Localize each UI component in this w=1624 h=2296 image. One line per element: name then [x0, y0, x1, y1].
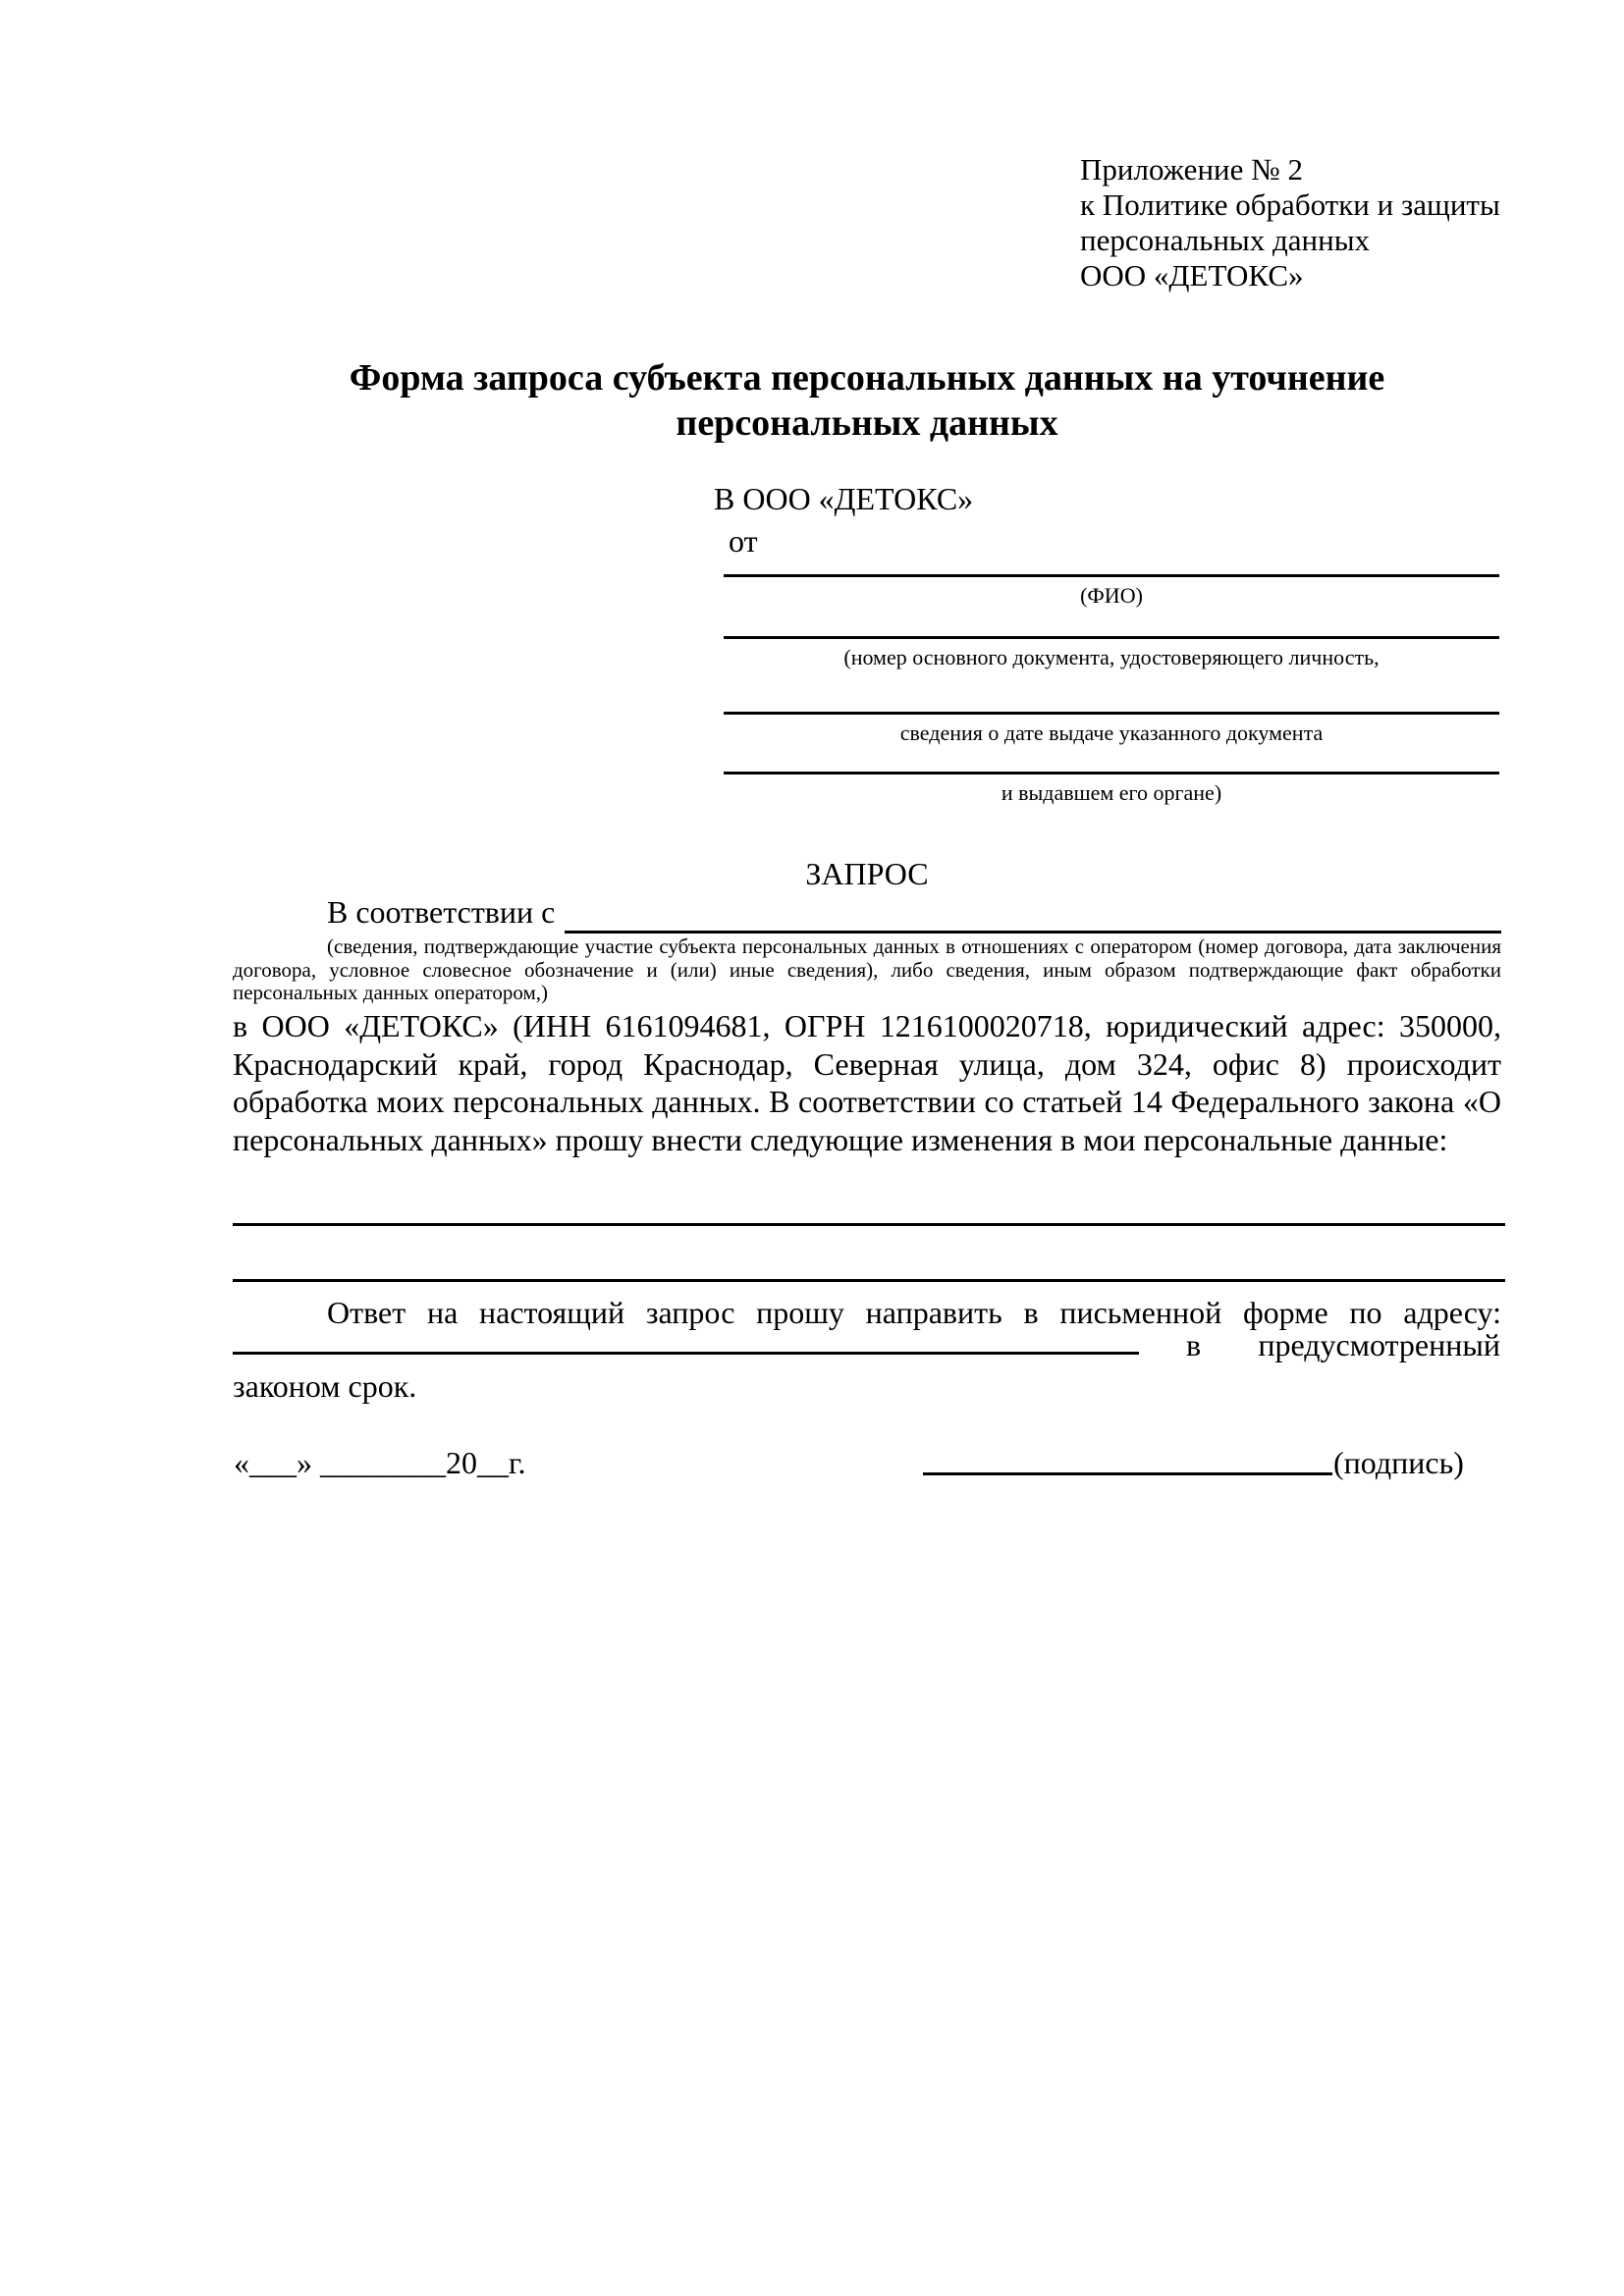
reply-word-due: предусмотренный — [1258, 1327, 1500, 1362]
request-body: в ООО «ДЕТОКС» (ИНН 6161094681, ОГРН 1216100020718, юридический адрес: 350000, Краснодарский край, город Краснодар, Северная улица, дом 324, офис 8) происходит обработка моих персональных данных. В соответствии со статьей 14 Федерального закона «О персональных данных» прошу внести следующие изменения в мои персональные данные: — [233, 1008, 1501, 1157]
appendix-header-line: Приложение № 2 — [1080, 152, 1303, 187]
form-title-line: персональных данных — [676, 402, 1058, 444]
fio-caption: (ФИО) — [1080, 583, 1143, 608]
signature-blank-line — [923, 1472, 1332, 1475]
addressee-to: В ООО «ДЕТОКС» — [714, 481, 974, 516]
addressee-from-label: от — [729, 523, 758, 559]
issuing-authority-blank-line — [724, 772, 1499, 774]
request-heading: ЗАПРОС — [805, 856, 929, 891]
intro-prefix: В соответствии с — [327, 894, 556, 930]
address-blank-line — [233, 1352, 1139, 1355]
appendix-header-line: к Политике обработки и защиты — [1080, 187, 1500, 222]
form-title — [233, 355, 1501, 446]
document-number-caption: (номер основного документа, удостоверяющего личность, — [843, 645, 1380, 669]
reply-line-3: законом срок. — [233, 1368, 417, 1404]
changes-blank-line-2 — [233, 1279, 1505, 1282]
signature-caption: (подпись) — [1333, 1445, 1464, 1480]
intro-line — [233, 891, 1501, 935]
appendix-header — [1080, 152, 1500, 294]
appendix-header-line: ООО «ДЕТОКС» — [1080, 258, 1304, 293]
reply-line-1: Ответ на настоящий запрос прошу направить в письменной форме по адресу: — [327, 1295, 1501, 1330]
fio-blank-line — [724, 574, 1499, 577]
document-number-blank-line — [724, 636, 1499, 639]
intro-note: (сведения, подтверждающие участие субъекта персональных данных в отношениях с оператором (номер договора, дата заключения договора, условное словесное обозначение и (или) иные сведения), либо сведения, иным образом подтверждающие факт обработки персональных данных оператором,) — [233, 934, 1501, 1004]
issuing-authority-caption: и выдавшем его органе) — [1001, 780, 1222, 805]
changes-blank-line-1 — [233, 1223, 1505, 1226]
form-title-line: Форма запроса субъекта персональных данных на уточнение — [349, 357, 1385, 399]
appendix-header-line: персональных данных — [1080, 223, 1371, 257]
intro-blank-line — [565, 891, 1501, 934]
date-blank: «___» ________20__г. — [234, 1445, 526, 1480]
reply-word-in: в — [1186, 1327, 1202, 1362]
issue-date-blank-line — [724, 712, 1499, 715]
issue-date-caption: сведения о дате выдаче указанного документа — [899, 721, 1324, 745]
